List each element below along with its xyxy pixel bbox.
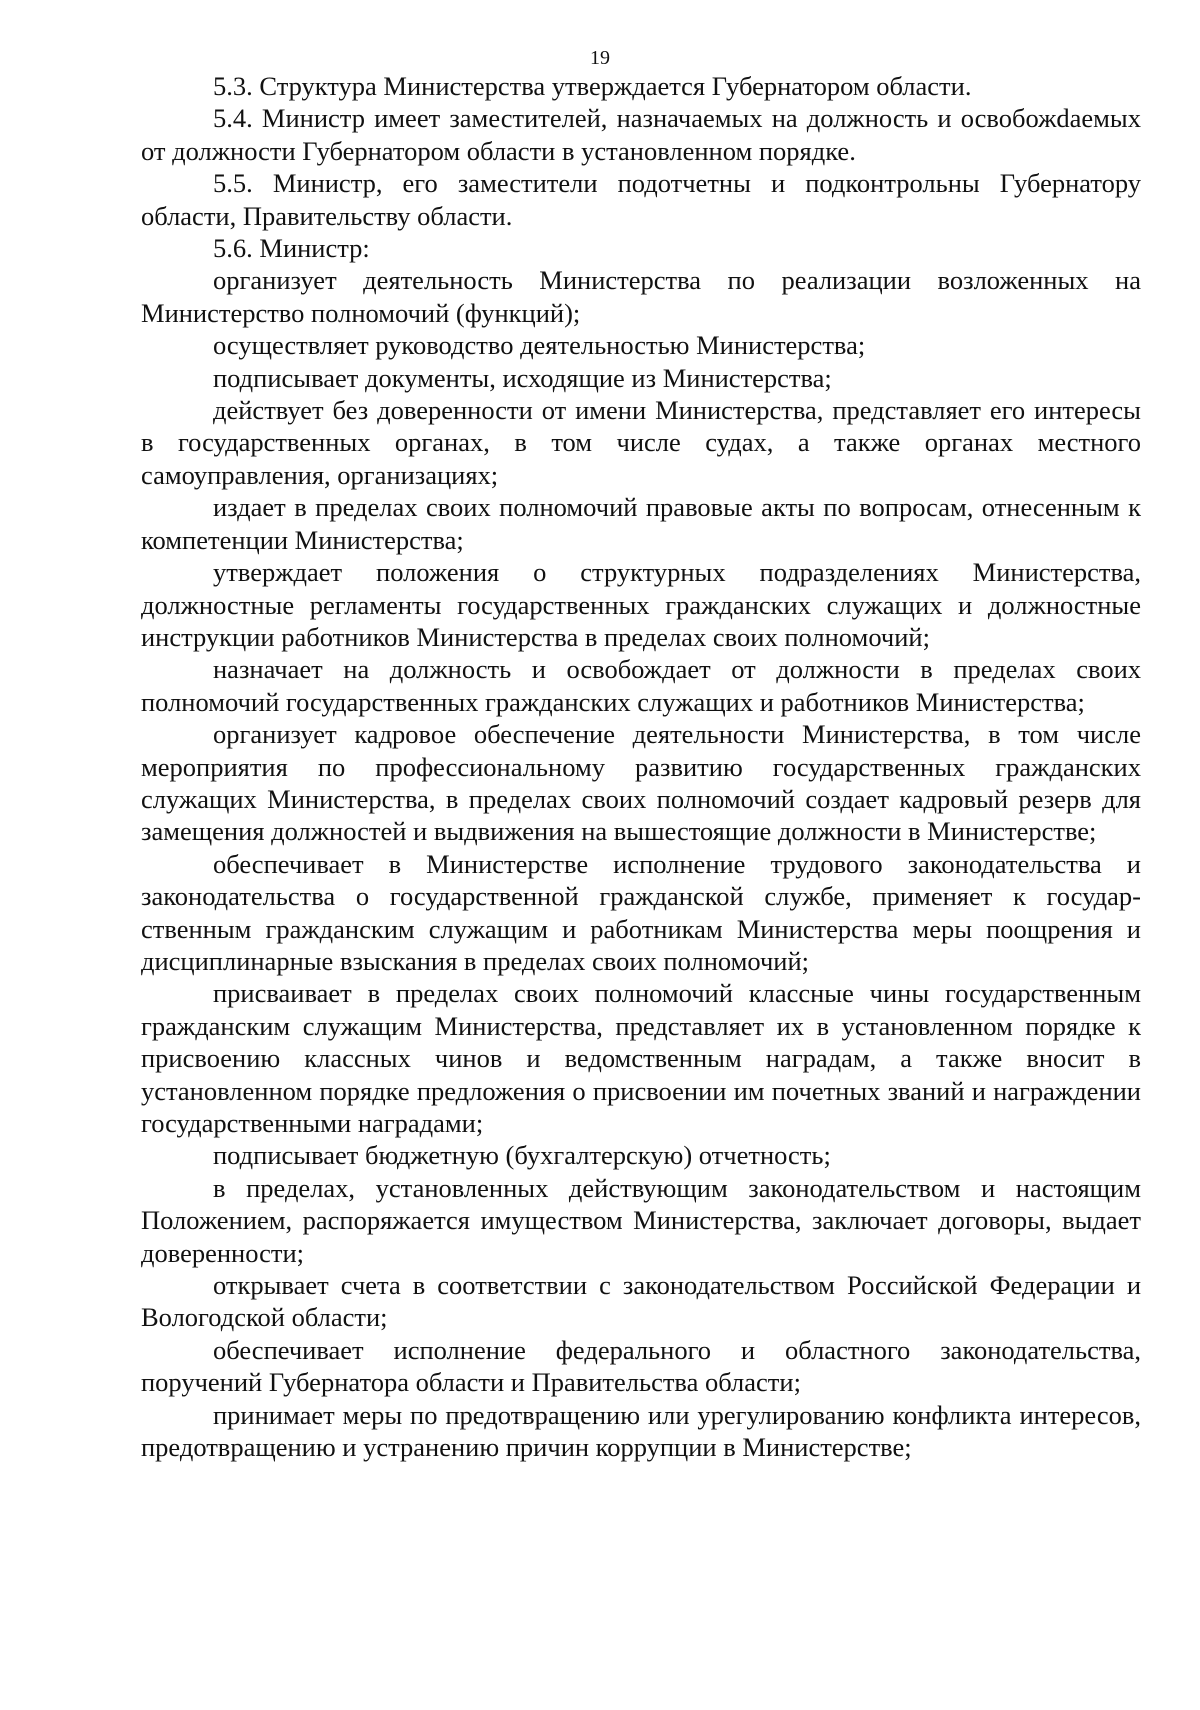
minister-duty-item: назначает на должность и освобождает от должности в пределах своих полномочий государственных гражданских служащих и работников Министерства; xyxy=(141,654,1141,717)
minister-duty-item: принимает меры по предотвращению или урегулированию конфликта интересов, предотвращению и устранению причин коррупции в Министерстве; xyxy=(141,1399,1141,1463)
page-number: 19 xyxy=(590,47,610,69)
minister-duty-item: открывает счета в соответствии с законодательством Российской Федерации и Вологодской области; xyxy=(141,1270,1141,1333)
minister-duty-item: обеспечивает в Министерстве исполнение трудового законодательства и законодательства о государственной гражданской службе, применяет к государственным гражданским служащим и работникам Министерства меры поощрения и дисциплинарные взыскания в пределах своих полномочий; xyxy=(141,848,1141,976)
minister-duty-item: осуществляет руководство деятельностью Министерства; xyxy=(213,330,866,361)
minister-duty-item: в пределах, установленных действующим законодательством и настоящим Положением, распоряжается имуществом Министерства, заключает договоры, выдает доверенности; xyxy=(141,1172,1141,1268)
paragraph-5-3: 5.3. Структура Министерства утверждается Губернатором области. xyxy=(213,71,972,101)
minister-duty-item: обеспечивает исполнение федерального и областного законодательства, поручений Губернатора области и Правительства области; xyxy=(141,1334,1141,1398)
minister-duty-item: присваивает в пределах своих полномочий классные чины государственным гражданским служащим Министерства, представляет их в установленном порядке к присвоению классных чинов и ведомственным наградам, а также вносит в установленном порядке предложения о присвоении им почетных званий и награждении государственными наградами; xyxy=(141,978,1141,1138)
minister-duty-item: утверждает положения о структурных подразделениях Министерства, должностные регламенты государственных гражданских служащих и должностные инструкции работников Министерства в пределах своих полномочий; xyxy=(141,557,1141,652)
minister-duty-item: действует без доверенности от имени Министерства, представляет его интересы в государственных органах, в том числе судах, а также органах местного самоуправления, организациях; xyxy=(141,395,1141,490)
minister-duty-item: подписывает документы, исходящие из Министерства; xyxy=(213,362,832,393)
document-body xyxy=(141,70,1141,1463)
paragraph-5-4: 5.4. Министр имеет заместителей, назначаемых на должность и освобожdаемых от должности Губернатором области в установленном порядке. xyxy=(141,103,1141,166)
minister-duty-item: подписывает бюджетную (бухгалтерскую) отчетность; xyxy=(213,1140,831,1171)
paragraph-5-5: 5.5. Министр, его заместители подотчетны и подконтрольны Губернатору области, Правительству области. xyxy=(141,168,1141,231)
paragraph-5-6-heading: 5.6. Министр: xyxy=(213,233,370,264)
minister-duty-item: организует кадровое обеспечение деятельности Министерства, в том числе мероприятия по профессиональному развитию государственных гражданских служащих Министерства, в пределах своих полномочий создает кадровый резерв для замещения должностей и выдвижения на вышестоящие должности в Министерстве; xyxy=(141,719,1141,847)
minister-duty-item: издает в пределах своих полномочий правовые акты по вопросам, отнесенным к компетенции Министерства; xyxy=(141,492,1141,555)
minister-duty-item: организует деятельность Министерства по реализации возложенных на Министерство полномочий (функций); xyxy=(141,265,1141,328)
